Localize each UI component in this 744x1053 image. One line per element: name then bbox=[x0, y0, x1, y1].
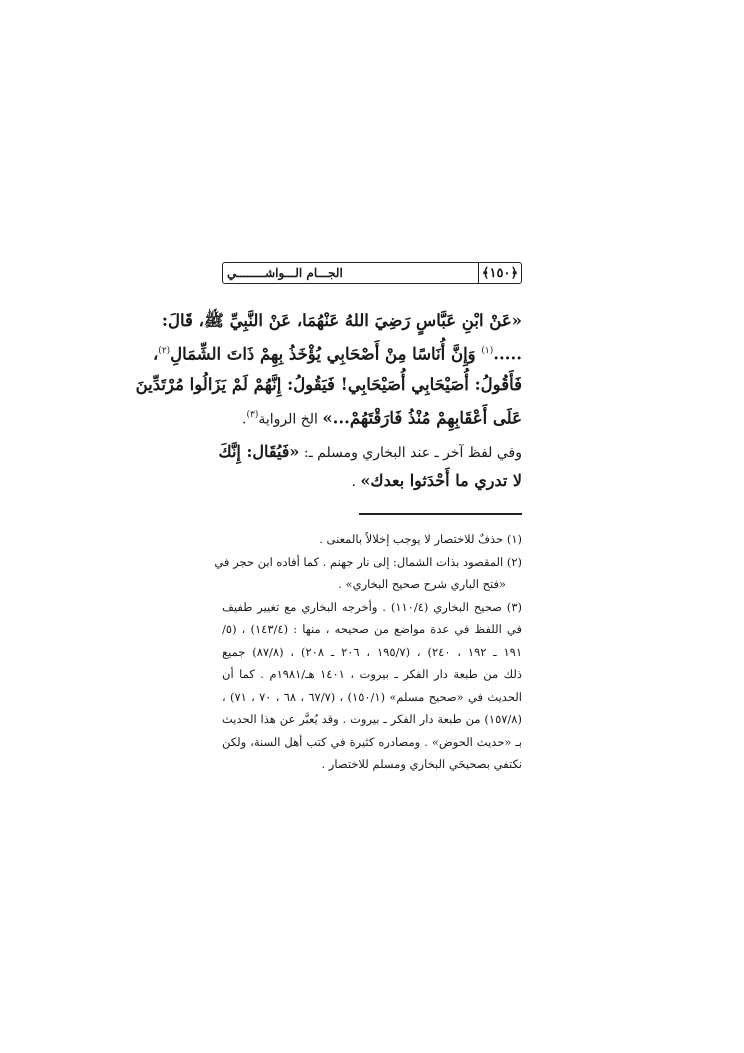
footnote-3-line-6: (١٥٧/٨) من طبعة دار الفكر ـ بيروت . وقد يُعبَّر عن هذا الحديث bbox=[222, 712, 522, 726]
page-number: ﴿١٥٠﴾ bbox=[481, 265, 519, 281]
footnote-2-line-1: (٢) المقصود بذات الشمال: إلى نار جهنم . كما أفاده ابن حجر في bbox=[214, 554, 522, 569]
header-divider bbox=[478, 263, 479, 283]
hadith-line-2: .....$^{(١)}$ وَإِنَّ أُنَاسًا مِنْ أَصْحَابِي يُؤْخَذُ بِهِمْ ذَاتَ الشِّمَالِ$^{(٢)}$، bbox=[152, 344, 522, 364]
footnote-3-line-7: بـ «حديث الحوض» . ومصادره كثيرة في كتب أهل السنة، ولكن bbox=[222, 734, 522, 749]
footnote-ref-2: (٢) bbox=[158, 346, 171, 356]
hadith-text bbox=[135, 306, 522, 434]
second-line-2: لا تدري ما أَحْدَثوا بعدك» . bbox=[351, 471, 522, 490]
footnotes bbox=[214, 528, 523, 776]
page-header bbox=[222, 262, 522, 284]
hadith-line-3: فَأَقُولُ: أُصَيْحَابِي أُصَيْحَابِي! فَيَقُولُ: إِنَّهُمْ لَمْ يَزَالُوا مُرْتَدِّينَ bbox=[135, 374, 522, 394]
second-paragraph bbox=[218, 438, 522, 496]
footnote-3-line-4: ذلك من طبعة دار الفكر ـ بيروت ، ١٤٠١ هـ/١٩٨١م . كما أن bbox=[222, 667, 523, 681]
footnote-ref-3: (٣) bbox=[246, 409, 259, 420]
footnote-ref-1: (١) bbox=[481, 346, 494, 356]
footnote-3-line-2: في اللفظ في عدة مواضع من صحيحه ، منها : (١٤٣/٤) ، (٥/ bbox=[222, 622, 523, 636]
book-title: الجـــام الـــواشــــــــي bbox=[227, 266, 343, 280]
footnote-separator bbox=[359, 513, 522, 515]
footnote-2-line-2: «فتح الباري شرح صحيح البخاري» . bbox=[338, 577, 506, 591]
hadith-line-1: «عَنْ ابْنِ عَبَّاسٍ رَضِيَ اللهُ عَنْهُمَا، عَنْ النَّبِيِّ ﷺ، قَالَ: bbox=[161, 311, 522, 330]
footnote-3-line-8: نكتفي بصحيحَي البخاري ومسلم للاختصار . bbox=[321, 757, 522, 771]
footnote-1: (١) حذفٌ للاختصار لا يوجب إخلالاً بالمعنى . bbox=[319, 532, 522, 546]
second-line-1: وفي لفظ آخر ـ عند البخاري ومسلم ـ: «فَيُقَال: إِنَّكَ bbox=[218, 442, 522, 461]
footnote-3-line-3: ١٩١ ـ ١٩٢ ، ٢٤٠) ، (١٩٥/٧ ، ٢٠٦ ـ ٢٠٨) ، (٨٧/٨) جميع bbox=[222, 644, 523, 659]
footnote-3-line-1: (٣) صحيح البخاري (١١٠/٤) . وأخرجه البخاري مع تغيير طفيف bbox=[222, 599, 522, 614]
footnote-3-line-5: الحديث في «صحيح مسلم» (١٥٠/١) ، (٦٧/٧ ، ٦٨ ، ٧٠ ، ٧١) ، bbox=[222, 689, 522, 704]
hadith-line-4: عَلَى أَعْقَابِهِمْ مُنْذُ فَارَقْتَهُمْ...» الخ الرواية$^{(٣)}$. bbox=[242, 408, 522, 427]
